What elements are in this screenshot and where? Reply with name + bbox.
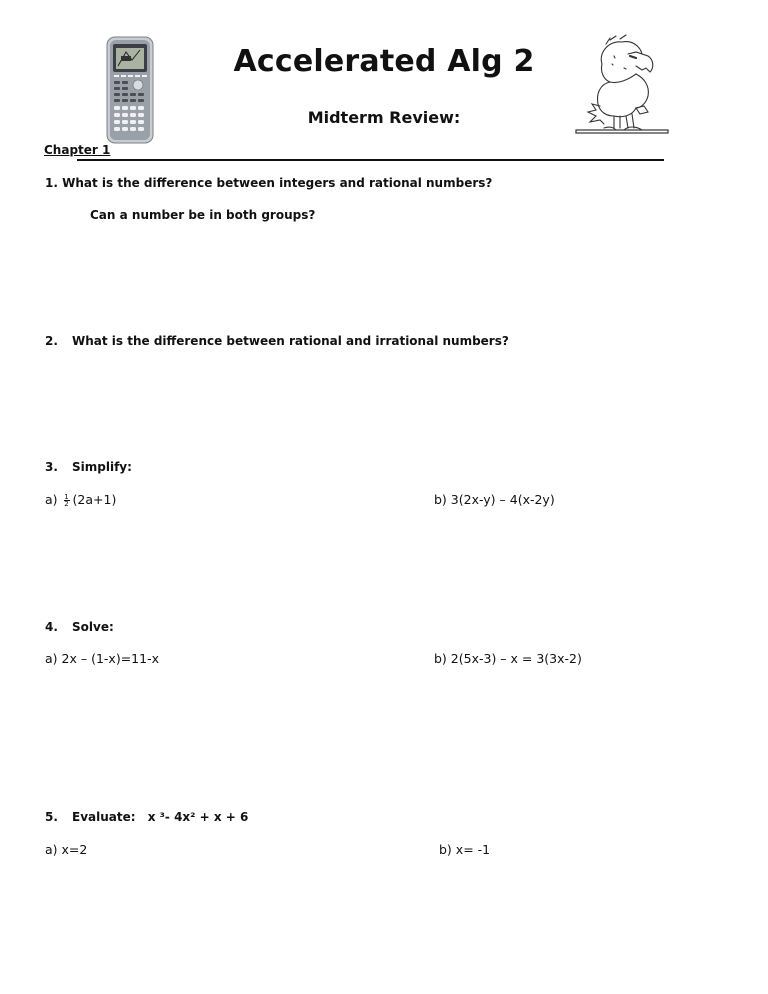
document-title: Accelerated Alg 2 bbox=[233, 44, 535, 79]
part-label: b) bbox=[434, 492, 447, 507]
part-label: a) bbox=[45, 842, 58, 857]
part-expression: 2(5x-3) – x = 3(3x-2) bbox=[450, 651, 582, 666]
part-label: b) bbox=[434, 651, 447, 666]
question-text: What is the difference between integers and rational numbers? bbox=[62, 176, 493, 190]
question-text: Evaluate: bbox=[72, 810, 136, 824]
question-5b bbox=[439, 842, 490, 857]
fraction-one-half: $\frac{1}{2}$ bbox=[64, 493, 69, 508]
part-expression: 2x – (1-x)=11-x bbox=[61, 651, 159, 666]
part-expression: x= -1 bbox=[455, 842, 491, 857]
part-label: a) bbox=[45, 492, 58, 507]
question-number: 2. bbox=[45, 334, 58, 348]
document-subtitle: Midterm Review: bbox=[307, 108, 461, 127]
question-number: 4. bbox=[45, 620, 58, 634]
question-1 bbox=[45, 176, 492, 190]
question-4b bbox=[434, 651, 582, 666]
part-label: a) bbox=[45, 651, 58, 666]
part-label: b) bbox=[439, 842, 452, 857]
question-text: What is the difference between rational and irrational numbers? bbox=[72, 334, 509, 348]
question-5a bbox=[45, 842, 87, 857]
question-text: Simplify: bbox=[72, 460, 132, 474]
question-2 bbox=[45, 334, 509, 348]
question-expression: x ³- 4x² + x + 6 bbox=[147, 810, 249, 824]
question-number: 3. bbox=[45, 460, 58, 474]
part-expression: (2a+1) bbox=[72, 492, 117, 507]
question-4 bbox=[45, 620, 114, 634]
question-4a bbox=[45, 651, 159, 666]
question-number: 5. bbox=[45, 810, 58, 824]
chapter-heading: Chapter 1 bbox=[44, 143, 111, 157]
eagle-mascot-image bbox=[570, 34, 670, 136]
question-3a bbox=[45, 492, 116, 507]
question-1-followup: Can a number be in both groups? bbox=[90, 208, 316, 222]
question-3 bbox=[45, 460, 132, 474]
part-expression: 3(2x-y) – 4(x-2y) bbox=[450, 492, 555, 507]
question-3b bbox=[434, 492, 555, 507]
chapter-divider bbox=[77, 159, 664, 161]
question-text: Solve: bbox=[72, 620, 114, 634]
question-5 bbox=[45, 810, 248, 824]
part-expression: x=2 bbox=[61, 842, 88, 857]
question-number: 1. bbox=[45, 176, 58, 190]
